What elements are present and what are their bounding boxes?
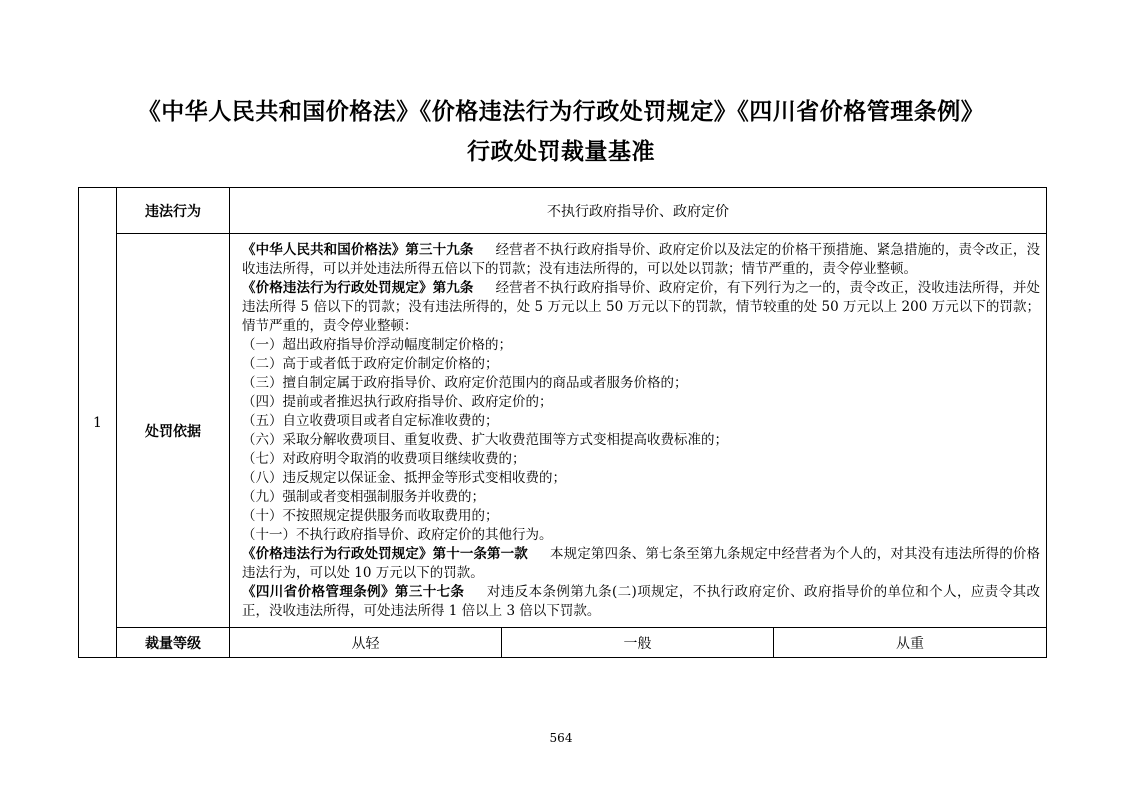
list-item: （二）高于或者低于政府定价制定价格的； — [242, 356, 499, 372]
level-heavy: 从重 — [774, 628, 1047, 658]
level-light: 从轻 — [230, 628, 502, 658]
law-text: 经营者不执行政府指导价、政府定价，有下列行为之一的，责令改正，没收违法所得，并处违法所得 5 倍以下的罚款；没有违法所得的，处 5 万元以上 50 万元以下的罚款，情节较重的处 50 万元以上 200 万元以下的罚款；情节严重的，责令停业整顿： — [242, 280, 1041, 334]
basis-paragraph — [242, 279, 1040, 336]
level-normal: 一般 — [502, 628, 774, 658]
page-number: 564 — [549, 731, 573, 745]
law-citation: 《四川省价格管理条例》第三十七条 — [242, 584, 465, 600]
basis-paragraph — [242, 241, 1040, 279]
basis-content — [230, 234, 1047, 628]
law-text: 对违反本条例第九条(二)项规定，不执行政府定价、政府指导价的单位和个人，应责令其改正，没收违法所得，可处违法所得 1 倍以上 3 倍以下罚款。 — [242, 584, 1040, 619]
list-item: （八）违反规定以保证金、抵押金等形式变相收费的； — [242, 470, 566, 486]
level-row — [79, 628, 1047, 658]
law-citation: 《价格违法行为行政处罚规定》第九条 — [242, 280, 474, 296]
basis-paragraph — [242, 583, 1040, 621]
document-title-line2: 行政处罚裁量基准 — [467, 138, 655, 165]
penalty-standard-table — [78, 187, 1047, 658]
list-item: （六）采取分解收费项目、重复收费、扩大收费范围等方式变相提高收费标准的； — [242, 432, 728, 448]
violation-row — [79, 188, 1047, 234]
list-item: （九）强制或者变相强制服务并收费的； — [242, 489, 485, 505]
basis-paragraph — [242, 545, 1040, 583]
level-label: 裁量等级 — [117, 628, 230, 658]
basis-label: 处罚依据 — [117, 234, 230, 628]
violation-value: 不执行政府指导价、政府定价 — [230, 188, 1047, 234]
list-item: （七）对政府明令取消的收费项目继续收费的； — [242, 451, 526, 467]
list-item: （一）超出政府指导价浮动幅度制定价格的； — [242, 337, 512, 353]
law-text: 经营者不执行政府指导价、政府定价以及法定的价格干预措施、紧急措施的，责令改正，没收违法所得，可以并处违法所得五倍以下的罚款；没有违法所得的，可以处以罚款；情节严重的，责令停业整顿。 — [242, 242, 1041, 277]
list-item: （十）不按照规定提供服务而收取费用的； — [242, 508, 499, 524]
law-citation: 《中华人民共和国价格法》第三十九条 — [242, 242, 474, 258]
row-number: 1 — [79, 188, 117, 658]
basis-row — [79, 234, 1047, 628]
law-citation: 《价格违法行为行政处罚规定》第十一条第一款 — [242, 546, 528, 562]
violation-label: 违法行为 — [117, 188, 230, 234]
list-item: （三）擅自制定属于政府指导价、政府定价范围内的商品或者服务价格的； — [242, 375, 688, 391]
list-item: （四）提前或者推迟执行政府指导价、政府定价的； — [242, 394, 553, 410]
list-item: （十一）不执行政府指导价、政府定价的其他行为。 — [242, 527, 553, 543]
list-item: （五）自立收费项目或者自定标准收费的； — [242, 413, 499, 429]
law-text: 本规定第四条、第七条至第九条规定中经营者为个人的，对其没有违法所得的价格违法行为，可以处 10 万元以下的罚款。 — [242, 546, 1041, 581]
document-title-line1: 《中华人民共和国价格法》《价格违法行为行政处罚规定》《四川省价格管理条例》 — [137, 98, 985, 125]
